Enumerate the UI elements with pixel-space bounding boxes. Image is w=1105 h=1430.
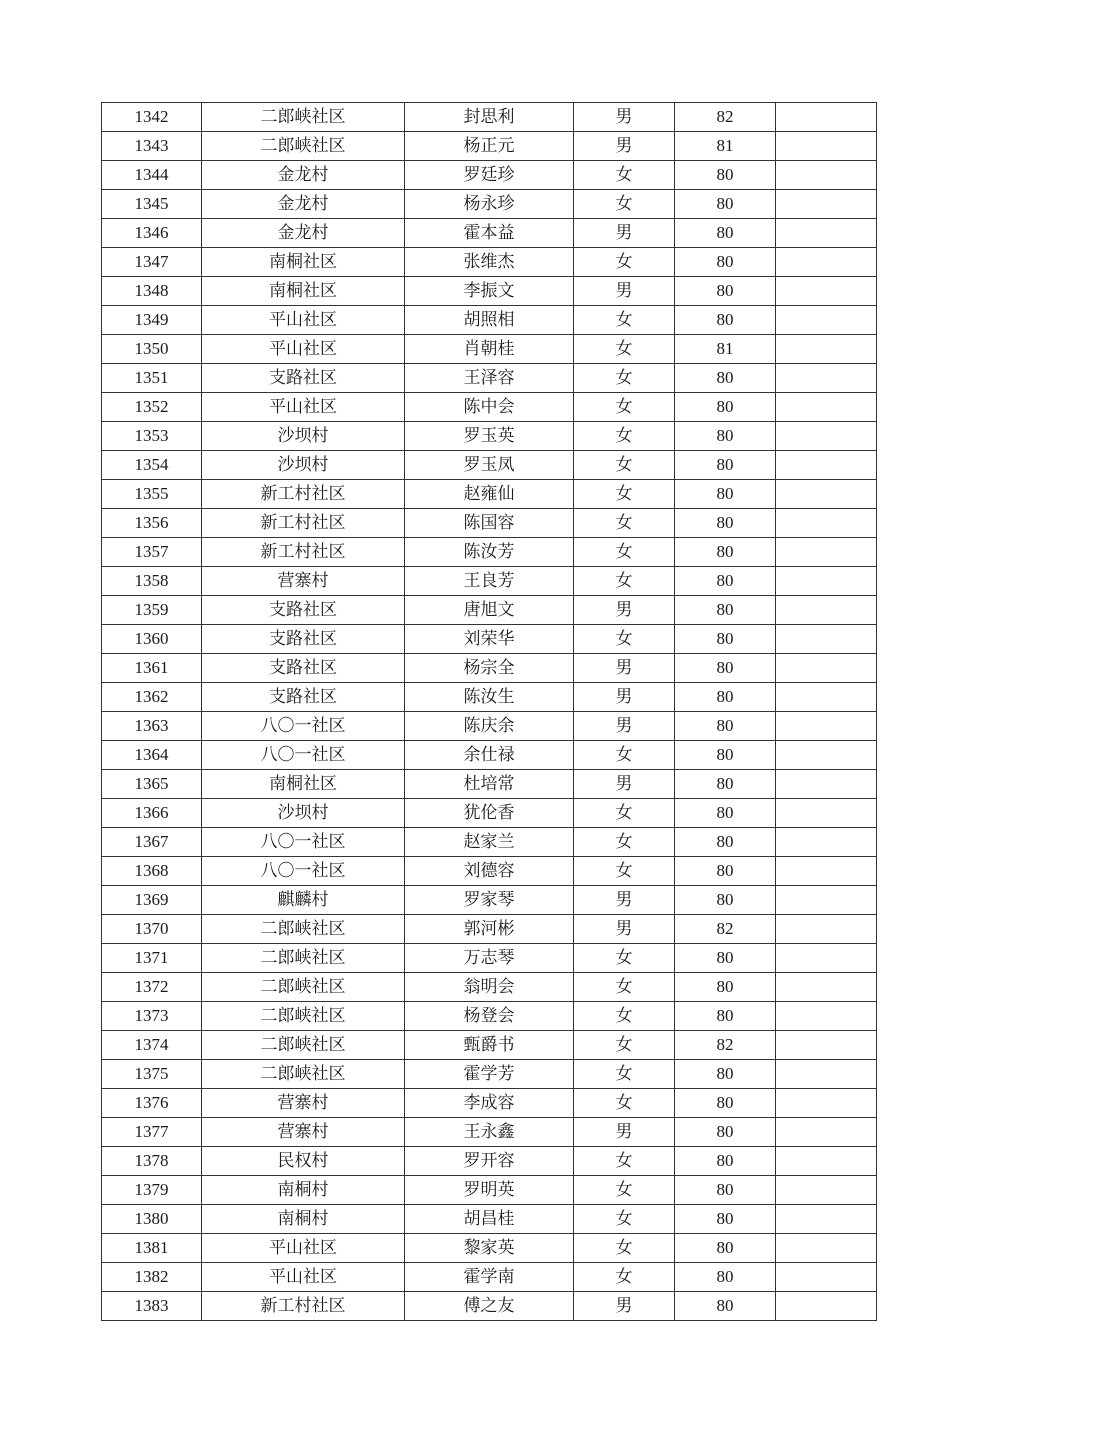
table-row [102,422,877,451]
remarks-cell [776,1205,877,1234]
gender-cell: 男 [574,277,675,306]
person-name-cell: 杜培常 [405,770,574,799]
person-name-cell: 封思利 [405,103,574,132]
remarks-cell [776,1002,877,1031]
age-cell: 80 [675,1147,776,1176]
age-cell: 82 [675,103,776,132]
table-row [102,654,877,683]
table-row [102,770,877,799]
remarks-cell [776,422,877,451]
serial-number-cell: 1361 [102,654,202,683]
remarks-cell [776,509,877,538]
person-name-cell: 甄爵书 [405,1031,574,1060]
age-cell: 82 [675,1031,776,1060]
age-cell: 80 [675,683,776,712]
serial-number-cell: 1357 [102,538,202,567]
gender-cell: 女 [574,1205,675,1234]
gender-cell: 女 [574,538,675,567]
remarks-cell [776,770,877,799]
table-row [102,567,877,596]
community-cell: 营寨村 [202,567,405,596]
serial-number-cell: 1354 [102,451,202,480]
table-row [102,973,877,1002]
table-row [102,1118,877,1147]
remarks-cell [776,1263,877,1292]
remarks-cell [776,480,877,509]
gender-cell: 男 [574,712,675,741]
table-row [102,886,877,915]
table-row [102,161,877,190]
serial-number-cell: 1371 [102,944,202,973]
community-cell: 南桐社区 [202,248,405,277]
table-row [102,1205,877,1234]
age-cell: 80 [675,1118,776,1147]
serial-number-cell: 1375 [102,1060,202,1089]
remarks-cell [776,190,877,219]
community-cell: 八〇一社区 [202,828,405,857]
serial-number-cell: 1351 [102,364,202,393]
community-cell: 二郎峡社区 [202,944,405,973]
person-name-cell: 王良芳 [405,567,574,596]
person-name-cell: 黎家英 [405,1234,574,1263]
serial-number-cell: 1343 [102,132,202,161]
remarks-cell [776,364,877,393]
remarks-cell [776,567,877,596]
community-cell: 金龙村 [202,161,405,190]
serial-number-cell: 1372 [102,973,202,1002]
serial-number-cell: 1358 [102,567,202,596]
age-cell: 80 [675,364,776,393]
remarks-cell [776,451,877,480]
serial-number-cell: 1369 [102,886,202,915]
age-cell: 80 [675,857,776,886]
person-name-cell: 王永鑫 [405,1118,574,1147]
gender-cell: 女 [574,190,675,219]
person-name-cell: 陈汝芳 [405,538,574,567]
gender-cell: 女 [574,422,675,451]
age-cell: 80 [675,161,776,190]
remarks-cell [776,596,877,625]
table-row [102,509,877,538]
serial-number-cell: 1345 [102,190,202,219]
table-row [102,712,877,741]
community-cell: 南桐社区 [202,277,405,306]
person-name-cell: 万志琴 [405,944,574,973]
age-cell: 80 [675,973,776,1002]
age-cell: 80 [675,770,776,799]
serial-number-cell: 1353 [102,422,202,451]
remarks-cell [776,1089,877,1118]
person-name-cell: 陈国容 [405,509,574,538]
remarks-cell [776,1118,877,1147]
community-cell: 新工村社区 [202,538,405,567]
serial-number-cell: 1377 [102,1118,202,1147]
table-row [102,132,877,161]
serial-number-cell: 1342 [102,103,202,132]
community-cell: 平山社区 [202,1263,405,1292]
person-name-cell: 肖朝桂 [405,335,574,364]
remarks-cell [776,857,877,886]
community-cell: 金龙村 [202,219,405,248]
gender-cell: 男 [574,770,675,799]
remarks-cell [776,828,877,857]
community-cell: 平山社区 [202,335,405,364]
age-cell: 80 [675,1292,776,1321]
remarks-cell [776,248,877,277]
table-row [102,364,877,393]
person-name-cell: 霍学芳 [405,1060,574,1089]
serial-number-cell: 1362 [102,683,202,712]
person-name-cell: 罗玉英 [405,422,574,451]
community-cell: 平山社区 [202,306,405,335]
serial-number-cell: 1349 [102,306,202,335]
table-row [102,799,877,828]
table-row [102,103,877,132]
person-name-cell: 赵雍仙 [405,480,574,509]
table-row [102,596,877,625]
age-cell: 80 [675,654,776,683]
person-name-cell: 罗明英 [405,1176,574,1205]
gender-cell: 女 [574,625,675,654]
gender-cell: 男 [574,915,675,944]
serial-number-cell: 1380 [102,1205,202,1234]
person-name-cell: 霍学南 [405,1263,574,1292]
table-row [102,190,877,219]
age-cell: 80 [675,248,776,277]
community-cell: 南桐村 [202,1205,405,1234]
person-name-cell: 罗廷珍 [405,161,574,190]
gender-cell: 男 [574,596,675,625]
age-cell: 80 [675,596,776,625]
community-cell: 支路社区 [202,364,405,393]
person-name-cell: 罗家琴 [405,886,574,915]
person-name-cell: 陈中会 [405,393,574,422]
age-cell: 80 [675,1002,776,1031]
community-cell: 沙坝村 [202,799,405,828]
person-name-cell: 王泽容 [405,364,574,393]
gender-cell: 女 [574,1060,675,1089]
age-cell: 80 [675,567,776,596]
age-cell: 80 [675,1060,776,1089]
table-row [102,857,877,886]
roster-table [101,102,877,1321]
community-cell: 民权村 [202,1147,405,1176]
table-row [102,741,877,770]
gender-cell: 女 [574,248,675,277]
serial-number-cell: 1374 [102,1031,202,1060]
age-cell: 82 [675,915,776,944]
community-cell: 平山社区 [202,1234,405,1263]
table-row [102,1147,877,1176]
remarks-cell [776,393,877,422]
community-cell: 二郎峡社区 [202,132,405,161]
gender-cell: 男 [574,654,675,683]
gender-cell: 女 [574,1234,675,1263]
person-name-cell: 郭河彬 [405,915,574,944]
community-cell: 麒麟村 [202,886,405,915]
community-cell: 二郎峡社区 [202,1031,405,1060]
serial-number-cell: 1378 [102,1147,202,1176]
gender-cell: 女 [574,393,675,422]
remarks-cell [776,1060,877,1089]
table-row [102,219,877,248]
community-cell: 南桐村 [202,1176,405,1205]
gender-cell: 女 [574,828,675,857]
age-cell: 80 [675,277,776,306]
person-name-cell: 李振文 [405,277,574,306]
remarks-cell [776,654,877,683]
gender-cell: 男 [574,1118,675,1147]
serial-number-cell: 1344 [102,161,202,190]
remarks-cell [776,799,877,828]
serial-number-cell: 1382 [102,1263,202,1292]
person-name-cell: 罗玉凤 [405,451,574,480]
age-cell: 80 [675,625,776,654]
community-cell: 新工村社区 [202,509,405,538]
gender-cell: 女 [574,509,675,538]
age-cell: 81 [675,132,776,161]
remarks-cell [776,915,877,944]
community-cell: 支路社区 [202,596,405,625]
age-cell: 80 [675,393,776,422]
serial-number-cell: 1350 [102,335,202,364]
person-name-cell: 赵家兰 [405,828,574,857]
serial-number-cell: 1368 [102,857,202,886]
age-cell: 80 [675,422,776,451]
remarks-cell [776,538,877,567]
gender-cell: 男 [574,103,675,132]
community-cell: 八〇一社区 [202,712,405,741]
person-name-cell: 胡照相 [405,306,574,335]
community-cell: 八〇一社区 [202,857,405,886]
gender-cell: 女 [574,364,675,393]
serial-number-cell: 1376 [102,1089,202,1118]
gender-cell: 女 [574,451,675,480]
gender-cell: 男 [574,683,675,712]
serial-number-cell: 1379 [102,1176,202,1205]
gender-cell: 男 [574,219,675,248]
table-row [102,1060,877,1089]
table-row [102,1263,877,1292]
table-row [102,1292,877,1321]
person-name-cell: 陈庆余 [405,712,574,741]
community-cell: 金龙村 [202,190,405,219]
serial-number-cell: 1363 [102,712,202,741]
gender-cell: 女 [574,306,675,335]
person-name-cell: 唐旭文 [405,596,574,625]
gender-cell: 男 [574,1292,675,1321]
age-cell: 80 [675,509,776,538]
person-name-cell: 刘荣华 [405,625,574,654]
gender-cell: 女 [574,1263,675,1292]
table-row [102,683,877,712]
person-name-cell: 傅之友 [405,1292,574,1321]
person-name-cell: 杨登会 [405,1002,574,1031]
remarks-cell [776,1031,877,1060]
remarks-cell [776,132,877,161]
age-cell: 80 [675,1234,776,1263]
age-cell: 80 [675,944,776,973]
gender-cell: 男 [574,132,675,161]
gender-cell: 女 [574,480,675,509]
community-cell: 南桐社区 [202,770,405,799]
serial-number-cell: 1383 [102,1292,202,1321]
remarks-cell [776,335,877,364]
community-cell: 二郎峡社区 [202,973,405,1002]
age-cell: 80 [675,451,776,480]
community-cell: 沙坝村 [202,422,405,451]
table-row [102,306,877,335]
person-name-cell: 李成容 [405,1089,574,1118]
table-row [102,1176,877,1205]
gender-cell: 女 [574,1176,675,1205]
community-cell: 二郎峡社区 [202,1002,405,1031]
person-name-cell: 杨宗全 [405,654,574,683]
gender-cell: 男 [574,886,675,915]
remarks-cell [776,1147,877,1176]
gender-cell: 女 [574,1089,675,1118]
remarks-cell [776,1292,877,1321]
person-name-cell: 杨正元 [405,132,574,161]
community-cell: 新工村社区 [202,480,405,509]
table-row [102,335,877,364]
serial-number-cell: 1381 [102,1234,202,1263]
person-name-cell: 余仕禄 [405,741,574,770]
gender-cell: 女 [574,1147,675,1176]
roster-table-body [102,103,877,1321]
table-row [102,393,877,422]
table-row [102,828,877,857]
gender-cell: 女 [574,799,675,828]
remarks-cell [776,1176,877,1205]
table-row [102,538,877,567]
serial-number-cell: 1359 [102,596,202,625]
table-row [102,1234,877,1263]
serial-number-cell: 1373 [102,1002,202,1031]
table-row [102,1002,877,1031]
gender-cell: 女 [574,944,675,973]
table-row [102,480,877,509]
serial-number-cell: 1355 [102,480,202,509]
community-cell: 营寨村 [202,1118,405,1147]
person-name-cell: 刘德容 [405,857,574,886]
remarks-cell [776,306,877,335]
age-cell: 80 [675,886,776,915]
table-row [102,277,877,306]
gender-cell: 女 [574,857,675,886]
age-cell: 80 [675,1263,776,1292]
gender-cell: 女 [574,567,675,596]
age-cell: 81 [675,335,776,364]
gender-cell: 女 [574,335,675,364]
person-name-cell: 陈汝生 [405,683,574,712]
serial-number-cell: 1370 [102,915,202,944]
age-cell: 80 [675,712,776,741]
age-cell: 80 [675,190,776,219]
community-cell: 沙坝村 [202,451,405,480]
serial-number-cell: 1364 [102,741,202,770]
age-cell: 80 [675,828,776,857]
community-cell: 支路社区 [202,625,405,654]
person-name-cell: 胡昌桂 [405,1205,574,1234]
gender-cell: 女 [574,741,675,770]
serial-number-cell: 1367 [102,828,202,857]
table-row [102,944,877,973]
remarks-cell [776,944,877,973]
table-row [102,915,877,944]
community-cell: 新工村社区 [202,1292,405,1321]
community-cell: 二郎峡社区 [202,103,405,132]
age-cell: 80 [675,1176,776,1205]
table-row [102,1089,877,1118]
remarks-cell [776,712,877,741]
remarks-cell [776,741,877,770]
gender-cell: 女 [574,973,675,1002]
person-name-cell: 张维杰 [405,248,574,277]
community-cell: 二郎峡社区 [202,915,405,944]
roster-sheet [101,102,876,1321]
remarks-cell [776,1234,877,1263]
age-cell: 80 [675,306,776,335]
age-cell: 80 [675,538,776,567]
age-cell: 80 [675,799,776,828]
gender-cell: 女 [574,1002,675,1031]
community-cell: 二郎峡社区 [202,1060,405,1089]
serial-number-cell: 1348 [102,277,202,306]
community-cell: 平山社区 [202,393,405,422]
serial-number-cell: 1346 [102,219,202,248]
person-name-cell: 杨永珍 [405,190,574,219]
serial-number-cell: 1360 [102,625,202,654]
age-cell: 80 [675,1089,776,1118]
person-name-cell: 翁明会 [405,973,574,1002]
person-name-cell: 罗开容 [405,1147,574,1176]
gender-cell: 女 [574,161,675,190]
community-cell: 支路社区 [202,654,405,683]
community-cell: 支路社区 [202,683,405,712]
serial-number-cell: 1347 [102,248,202,277]
table-row [102,1031,877,1060]
remarks-cell [776,103,877,132]
serial-number-cell: 1356 [102,509,202,538]
age-cell: 80 [675,480,776,509]
community-cell: 营寨村 [202,1089,405,1118]
table-row [102,248,877,277]
table-row [102,625,877,654]
remarks-cell [776,625,877,654]
gender-cell: 女 [574,1031,675,1060]
remarks-cell [776,683,877,712]
remarks-cell [776,219,877,248]
table-row [102,451,877,480]
remarks-cell [776,973,877,1002]
remarks-cell [776,886,877,915]
remarks-cell [776,277,877,306]
serial-number-cell: 1352 [102,393,202,422]
person-name-cell: 犹伦香 [405,799,574,828]
age-cell: 80 [675,1205,776,1234]
age-cell: 80 [675,219,776,248]
age-cell: 80 [675,741,776,770]
remarks-cell [776,161,877,190]
person-name-cell: 霍本益 [405,219,574,248]
community-cell: 八〇一社区 [202,741,405,770]
serial-number-cell: 1366 [102,799,202,828]
serial-number-cell: 1365 [102,770,202,799]
